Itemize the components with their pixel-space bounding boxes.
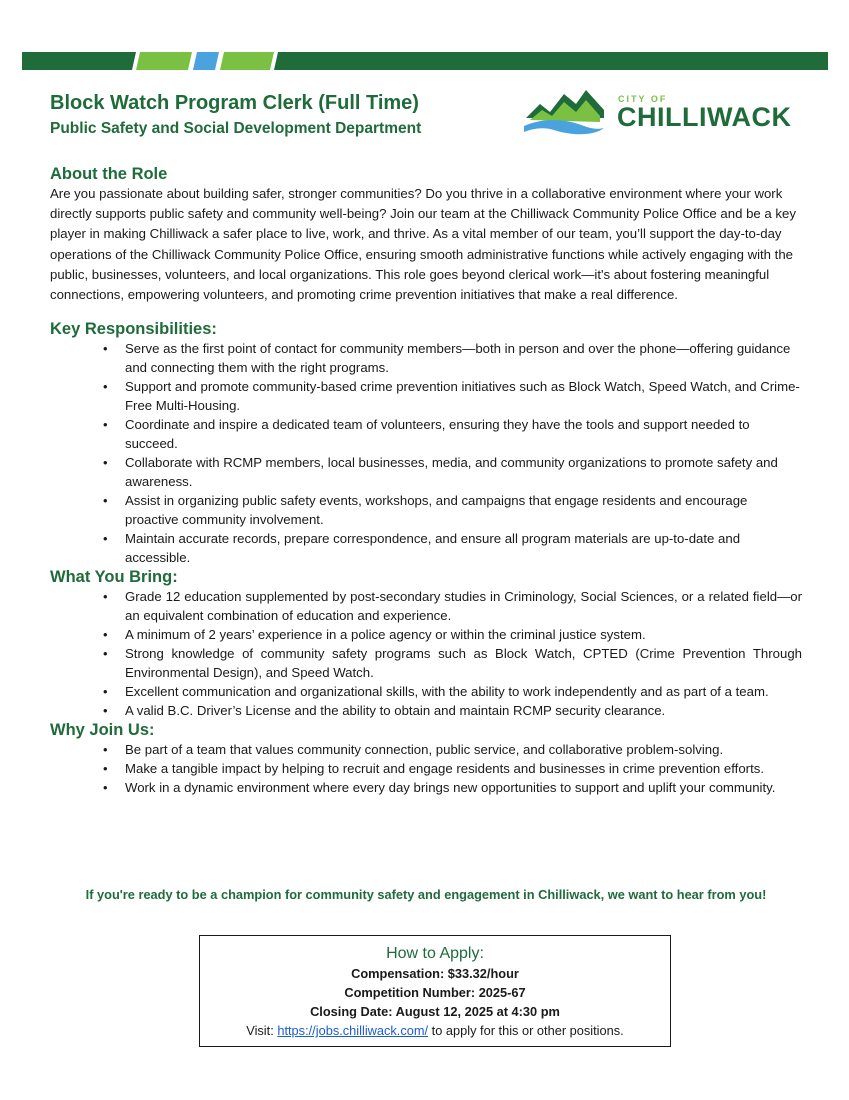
department-subtitle: Public Safety and Social Development Department — [50, 120, 422, 137]
join-list — [50, 740, 802, 797]
responsibilities-list — [50, 339, 802, 567]
visit-suffix: to apply for this or other positions. — [428, 1023, 624, 1038]
page-title: Block Watch Program Clerk (Full Time) — [50, 92, 419, 114]
bring-list — [50, 587, 802, 720]
stripe-dark-left — [22, 52, 136, 70]
header-stripe — [22, 52, 828, 70]
about-heading: About the Role — [50, 165, 168, 183]
visit-prefix: Visit: — [246, 1023, 278, 1038]
list-item: • Be part of a team that values community connection, public service, and collaborative problem-solving. — [125, 740, 802, 759]
list-item: • A minimum of 2 years’ experience in a police agency or within the criminal justice system. — [125, 625, 802, 644]
list-item: • Work in a dynamic environment where every day brings new opportunities to support and uplift your community. — [125, 778, 802, 797]
competition-number: Competition Number: 2025-67 — [344, 985, 526, 1000]
apply-box — [199, 935, 671, 1047]
stripe-light-1 — [136, 52, 192, 70]
list-item: • Excellent communication and organizational skills, with the ability to work independently and as part of a team. — [125, 682, 802, 701]
list-item: • Assist in organizing public safety events, workshops, and campaigns that engage residents and encourage proactive community involvement. — [125, 491, 802, 529]
apply-visit-line — [200, 1021, 670, 1040]
list-item: • Serve as the first point of contact for community members—both in person and over the phone—offering guidance and connecting them with the right programs. — [125, 339, 802, 377]
logo-city-of: CITY OF — [618, 94, 668, 104]
responsibilities-heading: Key Responsibilities: — [50, 320, 217, 339]
about-text: Are you passionate about building safer, stronger communities? Do you thrive in a collaborative environment where your work directly supports public safety and community well-being? Join our team at the Chilliwack Community Police Office and be a key player in making Chilliwack a safer place to live, work, and thrive. As a vital member of our team, you’ll support the day-to-day operations of the Chilliwack Community Police Office, ensuring smooth administrative functions while actively engaging with the public, businesses, volunteers, and local organizations. This role goes beyond clerical work—it's about fostering meaningful connections, empowering volunteers, and promoting crime prevention initiatives that make a real difference. — [50, 186, 796, 303]
mountain-icon — [524, 84, 608, 140]
list-item: • A valid B.C. Driver’s License and the ability to obtain and maintain RCMP security clearance. — [125, 701, 802, 720]
stripe-light-2 — [220, 52, 274, 70]
title-block — [50, 90, 510, 139]
list-item: • Support and promote community-based crime prevention initiatives such as Block Watch, Speed Watch, and Crime-Free Multi-Housing. — [125, 377, 802, 415]
list-item: • Grade 12 education supplemented by post-secondary studies in Criminology, Social Sciences, or a related field—or an equivalent combination of education and experience. — [125, 587, 802, 625]
bring-heading: What You Bring: — [50, 568, 178, 587]
list-item: • Coordinate and inspire a dedicated team of volunteers, ensuring they have the tools and support needed to succeed. — [125, 415, 802, 453]
list-item: • Strong knowledge of community safety programs such as Block Watch, CPTED (Crime Prevention Through Environmental Design), and Speed Watch. — [125, 644, 802, 682]
jobs-link[interactable]: https://jobs.chilliwack.com/ — [277, 1023, 429, 1038]
job-content — [50, 164, 802, 797]
list-item: • Make a tangible impact by helping to recruit and engage residents and businesses in crime prevention efforts. — [125, 759, 802, 778]
callout-text: If you're ready to be a champion for community safety and engagement in Chilliwack, we want to hear from you! — [85, 887, 767, 902]
compensation: Compensation: $33.32/hour — [351, 966, 519, 981]
stripe-blue — [193, 52, 219, 70]
stripe-dark-right — [274, 52, 828, 70]
closing-date: Closing Date: August 12, 2025 at 4:30 pm — [310, 1004, 560, 1019]
chilliwack-logo — [524, 84, 802, 140]
apply-heading: How to Apply: — [386, 945, 484, 962]
logo-chilliwack: CHILLIWACK — [617, 102, 792, 132]
list-item: • Maintain accurate records, prepare correspondence, and ensure all program materials are up-to-date and accessible. — [125, 529, 802, 567]
join-heading: Why Join Us: — [50, 721, 155, 740]
list-item: • Collaborate with RCMP members, local businesses, media, and community organizations to promote safety and awareness. — [125, 453, 802, 491]
